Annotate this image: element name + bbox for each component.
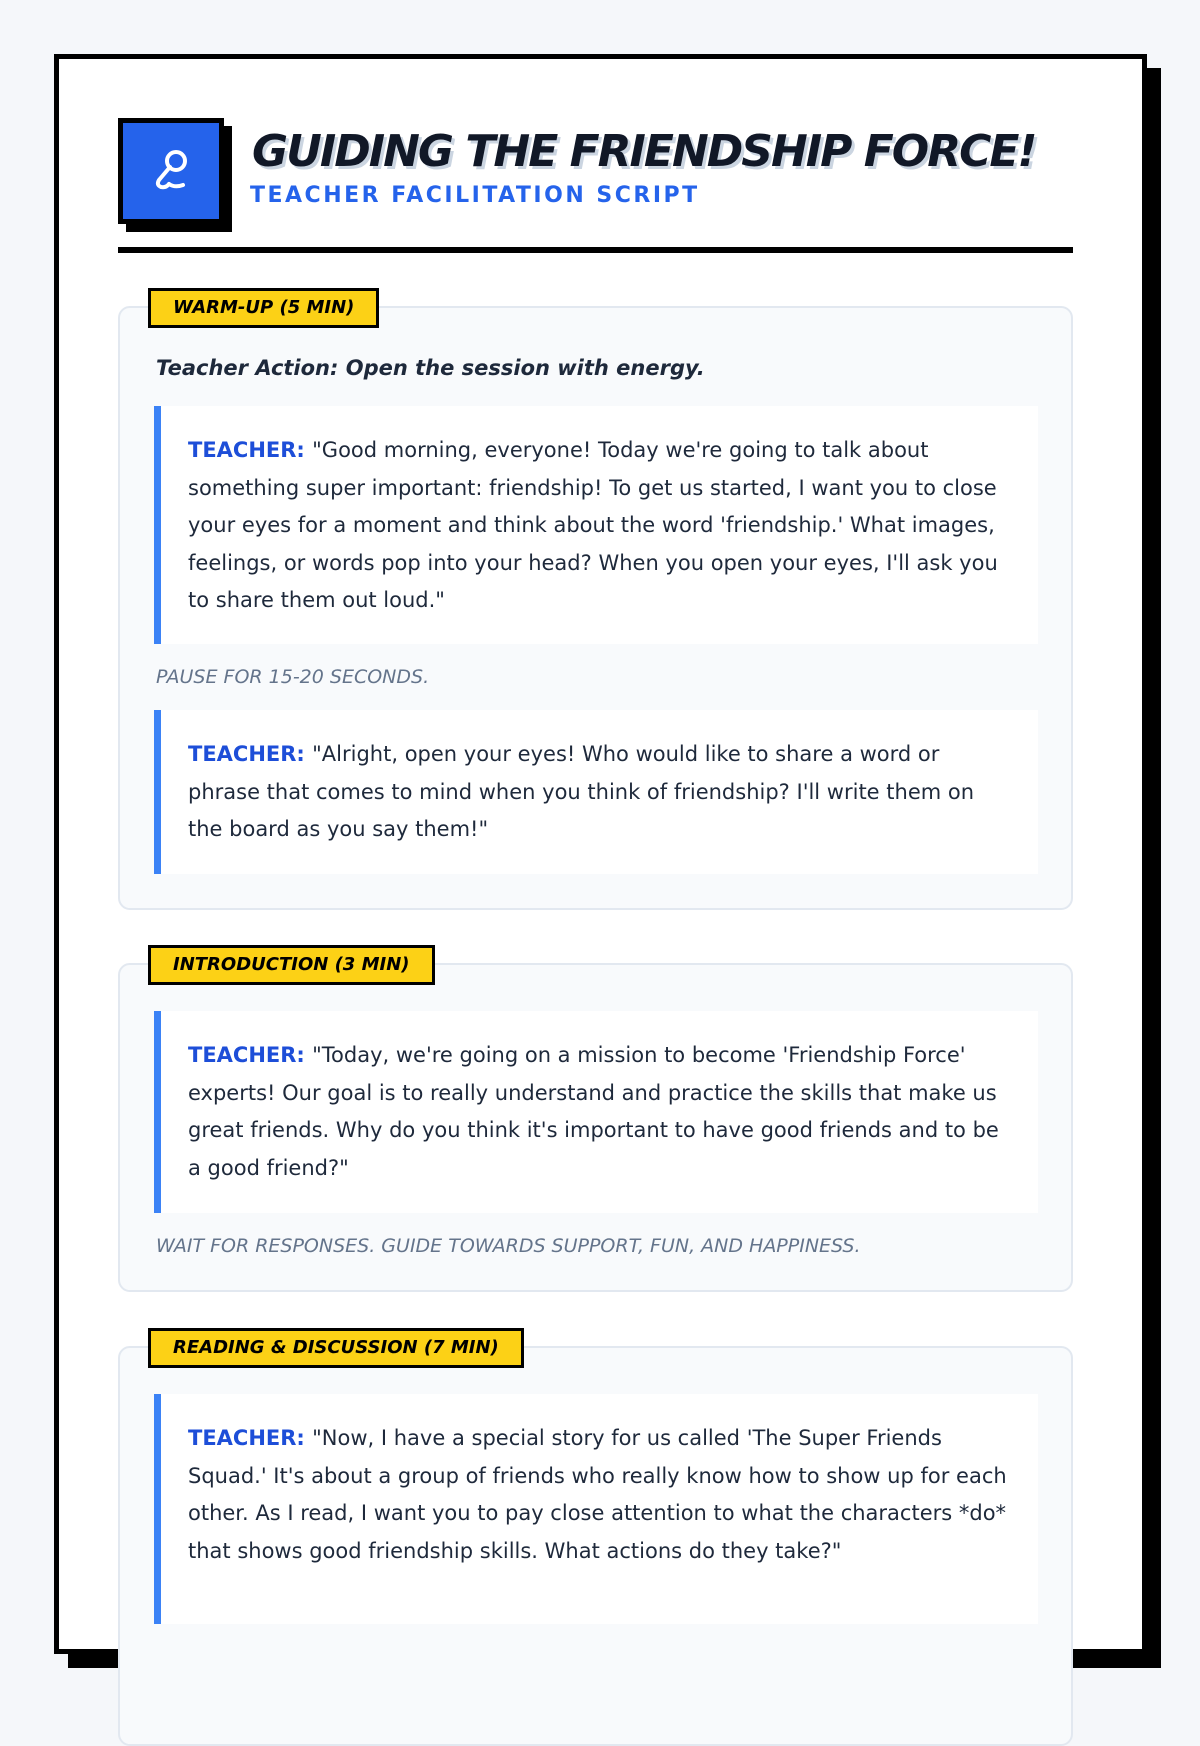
- dialogue-text: "Today, we're going on a mission to become 'Friendship Force' experts! Our goal is to really understand and practice the skills that make us great friends. Why do you think it's important to have good friends and to be a good friend?": [188, 1043, 999, 1180]
- section-tag: INTRODUCTION (3 MIN): [148, 945, 435, 985]
- page-title: GUIDING THE FRIENDSHIP FORCE!: [252, 126, 1036, 177]
- dialogue-text: "Alright, open your eyes! Who would like to share a word or phrase that comes to mind when you think of friendship? I'll write them on the board as you say them!": [188, 742, 975, 841]
- section-tag: READING & DISCUSSION (7 MIN): [148, 1328, 524, 1368]
- page-subtitle: TEACHER FACILITATION SCRIPT: [250, 183, 700, 208]
- dialogue-block: [154, 710, 1038, 874]
- dialogue-block: [154, 1394, 1038, 1624]
- microphone-icon: [145, 145, 197, 197]
- dialogue-block: [154, 406, 1038, 644]
- page-header: [118, 118, 1073, 253]
- section-warm-up: [118, 297, 1073, 910]
- teacher-action: Teacher Action: Open the session with energy.: [156, 356, 705, 380]
- dialogue-text: "Good morning, everyone! Today we're going to talk about something super important: friendship! To get us started, I want you to close your eyes for a moment and think about the word 'friendship.' What images, feelings, or words pop into your head? When you open your eyes, I'll ask you to share them out loud.": [188, 438, 998, 612]
- dialogue-block: [154, 1011, 1038, 1213]
- speaker-label: TEACHER:: [188, 1043, 313, 1067]
- stage-note: WAIT FOR RESPONSES. GUIDE TOWARDS SUPPORT, FUN, AND HAPPINESS.: [156, 1235, 861, 1257]
- stage-note: PAUSE FOR 15-20 SECONDS.: [156, 666, 430, 688]
- section-introduction: [118, 954, 1073, 1292]
- speaker-label: TEACHER:: [188, 1426, 313, 1450]
- section-reading-discussion: [118, 1337, 1073, 1746]
- script-page: [54, 54, 1147, 1654]
- logo-badge: [118, 118, 224, 224]
- speaker-label: TEACHER:: [188, 438, 313, 462]
- speaker-label: TEACHER:: [188, 742, 313, 766]
- dialogue-text: "Now, I have a special story for us called 'The Super Friends Squad.' It's about a group of friends who really know how to show up for each other. As I read, I want you to pay close attention to what the characters *do* that shows good friendship skills. What actions do they take?": [188, 1426, 1007, 1563]
- section-tag: WARM-UP (5 MIN): [148, 288, 379, 328]
